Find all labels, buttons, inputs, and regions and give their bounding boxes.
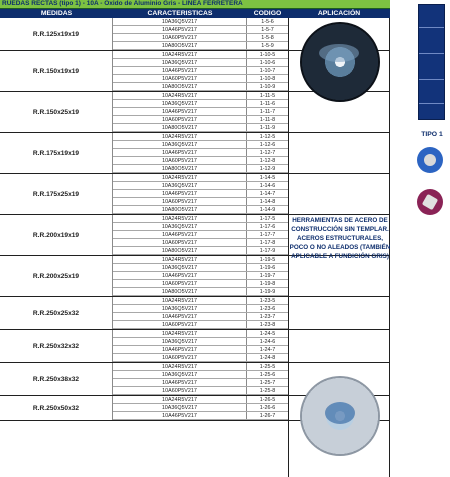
caracteristica-cell: 10A80O5V217: [113, 206, 247, 213]
caracteristica-cell: 10A46P5V217: [113, 379, 247, 386]
codigo-cell: 1-19-8: [259, 281, 276, 287]
codigo-cell: 1-17-7: [259, 232, 276, 238]
caracteristica-cell: 10A36Q5V217: [113, 305, 247, 312]
caracteristica-cell: 10A36Q5V217: [113, 404, 247, 411]
codigo-cell: 1-19-9: [259, 289, 276, 295]
caracteristica-cell: 10A24R5V217: [113, 256, 247, 263]
table-row: [113, 379, 288, 387]
caracteristica-cell: 10A80O5V217: [113, 247, 247, 254]
caracteristica-cell: 10A36Q5V217: [113, 59, 247, 66]
aplicacion-column: [288, 18, 390, 477]
caracteristica-cell: 10A80O5V217: [113, 288, 247, 295]
codigo-cell: 1-10-9: [259, 84, 276, 90]
caracteristica-cell: 10A46P5V217: [113, 108, 247, 115]
header-medidas: MEDIDAS: [40, 10, 73, 17]
caracteristica-cell: 10A46P5V217: [113, 313, 247, 320]
caracteristica-cell: 10A24R5V217: [113, 174, 247, 181]
table-row: [113, 404, 288, 412]
codigo-cell: 1-14-7: [259, 191, 276, 197]
table-row: [113, 149, 288, 157]
grinding-application-icon: [417, 189, 443, 215]
table-row: [113, 18, 288, 26]
caracteristica-cell: 10A46P5V217: [113, 26, 247, 33]
codigo-cell: 1-25-5: [259, 364, 276, 370]
table-row: [113, 231, 288, 239]
table-row: [113, 313, 288, 321]
caracteristica-cell: 10A36Q5V217: [113, 338, 247, 345]
table-row: [113, 75, 288, 83]
caracteristica-cell: 10A24R5V217: [113, 297, 247, 304]
caracteristica-cell: 10A36Q5V217: [113, 18, 247, 25]
table-row: [113, 247, 288, 255]
table-row: [113, 305, 288, 313]
header-caracteristicas: CARACTERISTICAS: [147, 10, 213, 17]
caracteristica-cell: 10A60P5V217: [113, 239, 247, 246]
table-row: [113, 59, 288, 67]
codigo-cell: 1-11-5: [259, 93, 276, 99]
caracteristica-cell: 10A36Q5V217: [113, 182, 247, 189]
table-row: [113, 223, 288, 231]
codigo-cell: 1-14-9: [259, 207, 276, 213]
codigo-cell: 1-12-9: [259, 166, 276, 172]
caracteristica-cell: 10A24R5V217: [113, 133, 247, 140]
caracteristica-cell: 10A24R5V217: [113, 330, 247, 337]
codigo-cell: 1-12-7: [259, 150, 276, 156]
caracteristica-cell: 10A46P5V217: [113, 272, 247, 279]
caracteristica-cell: 10A46P5V217: [113, 231, 247, 238]
codigo-cell: 1-10-7: [259, 68, 276, 74]
table-row: [113, 297, 288, 305]
table-row: [113, 371, 288, 379]
codigo-cell: 1-14-6: [259, 183, 276, 189]
caracteristica-cell: 10A46P5V217: [113, 149, 247, 156]
codigo-cell: 1-10-8: [259, 76, 276, 82]
table-row: [113, 387, 288, 395]
table-row: [113, 157, 288, 165]
table-row: [113, 116, 288, 124]
codigo-cell: 1-25-6: [259, 372, 276, 378]
caracteristica-cell: 10A36Q5V217: [113, 371, 247, 378]
sheet-title: RUEDAS RECTAS (tipo 1) - 10A - Oxido de Aluminio Gris - LINEA FERRETERA: [0, 0, 390, 9]
table-row: [113, 141, 288, 149]
table-row: [113, 190, 288, 198]
table-row: [113, 92, 288, 100]
table-row: [113, 396, 288, 404]
codigo-cell: 1-23-8: [259, 322, 276, 328]
caracteristica-cell: 10A24R5V217: [113, 396, 247, 403]
medida-cell: R.R.250x32x32: [0, 330, 113, 362]
caracteristica-cell: 10A60P5V217: [113, 280, 247, 287]
codigo-cell: 1-23-7: [259, 314, 276, 320]
table-row: [113, 67, 288, 75]
codigo-cell: 1-19-6: [259, 265, 276, 271]
grinding-wheel-dark-image: [300, 22, 380, 102]
codigo-cell: 1-26-7: [259, 413, 276, 419]
caracteristica-cell: 10A80O5V217: [113, 124, 247, 131]
codigo-cell: 1-11-9: [259, 125, 276, 131]
caracteristica-cell: 10A60P5V217: [113, 198, 247, 205]
caracteristica-cell: 10A36Q5V217: [113, 264, 247, 271]
medida-cell: R.R.250x25x32: [0, 297, 113, 329]
table-row: [113, 363, 288, 371]
table-row: [113, 83, 288, 91]
table-row: [113, 256, 288, 264]
codigo-cell: 1-10-5: [259, 52, 276, 58]
codigo-cell: 1-10-6: [259, 60, 276, 66]
table-row: [113, 51, 288, 59]
table-row: [113, 280, 288, 288]
caracteristica-cell: 10A60P5V217: [113, 321, 247, 328]
caracteristica-cell: 10A60P5V217: [113, 75, 247, 82]
table-row: [113, 330, 288, 338]
medida-cell: R.R.200x25x19: [0, 256, 113, 296]
codigo-cell: 1-5-6: [261, 19, 274, 25]
table-row: [113, 133, 288, 141]
table-row: [113, 174, 288, 182]
medida-cell: R.R.250x38x32: [0, 363, 113, 395]
table-row: [113, 321, 288, 329]
table-row: [113, 206, 288, 214]
codigo-cell: 1-25-8: [259, 388, 276, 394]
codigo-cell: 1-25-7: [259, 380, 276, 386]
table-row: [113, 34, 288, 42]
table-row: [113, 338, 288, 346]
codigo-cell: 1-23-6: [259, 306, 276, 312]
caracteristica-cell: 10A46P5V217: [113, 412, 247, 419]
caracteristica-cell: 10A80O5V217: [113, 42, 247, 49]
medida-cell: R.R.250x50x32: [0, 396, 113, 420]
codigo-cell: 1-26-6: [259, 405, 276, 411]
caracteristica-cell: 10A60P5V217: [113, 34, 247, 41]
header-aplicacion: APLICACIÓN: [317, 10, 361, 17]
caracteristica-cell: 10A60P5V217: [113, 157, 247, 164]
caracteristica-cell: 10A36Q5V217: [113, 223, 247, 230]
caracteristica-cell: 10A80O5V217: [113, 83, 247, 90]
codigo-cell: 1-14-8: [259, 199, 276, 205]
medida-cell: R.R.175x25x19: [0, 174, 113, 214]
side-brand-panel: [418, 4, 445, 120]
codigo-cell: 1-24-7: [259, 347, 276, 353]
table-row: [113, 124, 288, 132]
codigo-cell: 1-12-6: [259, 142, 276, 148]
medida-cell: R.R.150x25x19: [0, 92, 113, 132]
codigo-cell: 1-14-5: [259, 175, 276, 181]
caracteristica-cell: 10A24R5V217: [113, 215, 247, 222]
table-header: [0, 9, 390, 18]
medida-cell: R.R.125x19x19: [0, 18, 113, 50]
caracteristica-cell: 10A60P5V217: [113, 116, 247, 123]
table-row: [113, 26, 288, 34]
wheel-light-label-image: [325, 402, 355, 424]
codigo-cell: 1-17-9: [259, 248, 276, 254]
codigo-cell: 1-23-5: [259, 298, 276, 304]
caracteristica-cell: 10A24R5V217: [113, 363, 247, 370]
codigo-cell: 1-19-7: [259, 273, 276, 279]
codigo-cell: 1-19-5: [259, 257, 276, 263]
table-row: [113, 165, 288, 173]
table-row: [113, 42, 288, 50]
table-row: [113, 264, 288, 272]
caracteristica-cell: 10A36Q5V217: [113, 100, 247, 107]
codigo-cell: 1-17-6: [259, 224, 276, 230]
table-row: [113, 288, 288, 296]
codigo-cell: 1-17-5: [259, 216, 276, 222]
table-row: [113, 354, 288, 362]
medida-cell: R.R.175x19x19: [0, 133, 113, 173]
caracteristica-cell: 10A36Q5V217: [113, 141, 247, 148]
table-row: [113, 215, 288, 223]
caracteristica-cell: 10A46P5V217: [113, 346, 247, 353]
codigo-cell: 1-11-7: [259, 109, 276, 115]
table-row: [113, 412, 288, 420]
codigo-cell: 1-17-8: [259, 240, 276, 246]
codigo-cell: 1-26-5: [259, 397, 276, 403]
aplicacion-description: HERRAMIENTAS DE ACERO DE CONSTRUCCIÓN SIN TEMPLAR. ACEROS ESTRUCTURALES, POCO O NO ALEADOS (TAMBIÉN APLICABLE A FUNDICIÓN GRIS): [289, 217, 391, 260]
codigo-cell: 1-11-6: [259, 101, 276, 107]
caracteristica-cell: 10A60P5V217: [113, 354, 247, 361]
metal-cutting-icon: [417, 147, 443, 173]
wheel-label-image: [319, 44, 359, 62]
caracteristica-cell: 10A24R5V217: [113, 51, 247, 58]
table-row: [113, 182, 288, 190]
table-row: [113, 108, 288, 116]
table-row: [113, 100, 288, 108]
table-row: [113, 239, 288, 247]
caracteristica-cell: 10A46P5V217: [113, 67, 247, 74]
codigo-cell: 1-5-9: [261, 43, 274, 49]
codigo-cell: 1-12-5: [259, 134, 276, 140]
codigo-cell: 1-12-8: [259, 158, 276, 164]
table-row: [113, 272, 288, 280]
caracteristica-cell: 10A60P5V217: [113, 387, 247, 394]
codigo-cell: 1-5-8: [261, 35, 274, 41]
tipo-label: TIPO 1: [421, 131, 443, 138]
table-row: [113, 198, 288, 206]
codigo-cell: 1-24-5: [259, 331, 276, 337]
caracteristica-cell: 10A24R5V217: [113, 92, 247, 99]
medida-cell: R.R.200x19x19: [0, 215, 113, 255]
codigo-cell: 1-11-8: [259, 117, 276, 123]
medida-cell: R.R.150x19x19: [0, 51, 113, 91]
caracteristica-cell: 10A46P5V217: [113, 190, 247, 197]
codigo-cell: 1-5-7: [261, 27, 274, 33]
table-row: [113, 346, 288, 354]
codigo-cell: 1-24-8: [259, 355, 276, 361]
header-codigo: CODIGO: [253, 10, 282, 17]
codigo-cell: 1-24-6: [259, 339, 276, 345]
caracteristica-cell: 10A80O5V217: [113, 165, 247, 172]
